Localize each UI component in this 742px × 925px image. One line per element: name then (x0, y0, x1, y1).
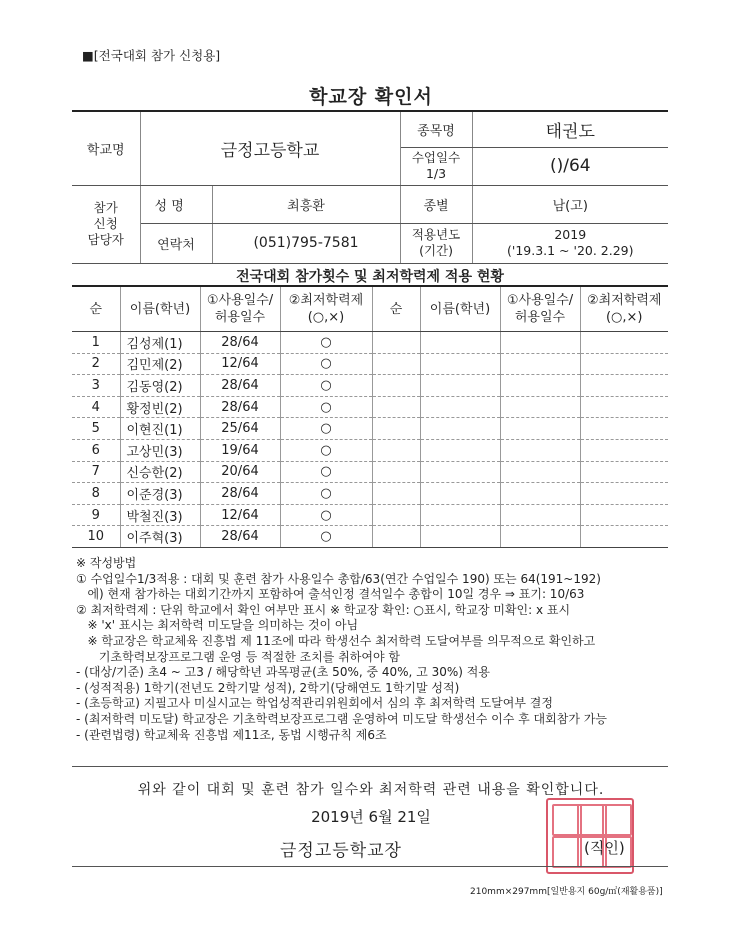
row-name: 신승한(2) (120, 461, 200, 483)
official-seal-stamp (546, 798, 634, 874)
note-line: 기초학력보장프로그램 운영 등 적절한 조치를 취하여야 함 (76, 649, 400, 664)
days-label: 수업일수 1/3 (400, 147, 472, 185)
row-no: 1 (72, 332, 120, 354)
name-label: 성 명 (140, 185, 212, 223)
col-grade: ②최저학력제 (○,×) (280, 286, 372, 332)
writing-instructions (76, 556, 676, 743)
school-info-table (72, 110, 668, 264)
row-mark: ○ (280, 504, 372, 526)
row-no: 3 (72, 375, 120, 397)
event-value: 태권도 (472, 111, 668, 147)
row-mark: ○ (280, 483, 372, 505)
note-line: ① 수업일수1/3적용 : 대회 및 훈련 참가 사용일수 총합/63(연간 수업일수 190) 또는 64(191~192) (76, 571, 601, 586)
row-mark: ○ (280, 439, 372, 461)
paper-spec: 210mm×297mm[일반용지 60g/㎡(재활용품)] (470, 887, 663, 897)
year-label: 적용년도 (기간) (400, 223, 472, 263)
row-days: 25/64 (200, 418, 280, 440)
row-days: 28/64 (200, 526, 280, 548)
row-mark: ○ (280, 461, 372, 483)
note-line: - (대상/기준) 초4 ~ 고3 / 해당학년 과목평균(초 50%, 중 40%, 고 30%) 적용 (76, 665, 490, 680)
name-value: 최흥환 (212, 185, 400, 223)
note-line: ※ 학교장은 학교체육 진흥법 제 11조에 따라 학생선수 최저학력 도달여부를 의무적으로 확인하고 (76, 633, 596, 648)
document-title: 학교장 확인서 (309, 86, 433, 108)
row-name: 이현진(1) (120, 418, 200, 440)
row-days: 12/64 (200, 353, 280, 375)
row-no: 8 (72, 483, 120, 505)
row-mark: ○ (280, 526, 372, 548)
note-line: ② 최저학력제 : 단위 학교에서 확인 여부만 표시 ※ 학교장 확인: ○표시, 학교장 미확인: x 표시 (76, 602, 571, 617)
applicant-label: 참가 신청 담당자 (72, 185, 140, 263)
bottom-divider (72, 866, 668, 867)
col-grade-2: ②최저학력제 (○,×) (580, 286, 668, 332)
note-line: - (관련법령) 학교체육 진흥법 제11조, 동법 시행규칙 제6조 (76, 727, 387, 742)
row-days: 28/64 (200, 375, 280, 397)
row-days: 19/64 (200, 439, 280, 461)
col-name: 이름(학년) (120, 286, 200, 332)
participants-table (72, 285, 668, 548)
seal-label: (직인) (584, 839, 625, 857)
table-row (72, 375, 668, 397)
col-no: 순 (72, 286, 120, 332)
gender-value: 남(고) (472, 185, 668, 223)
note-line: ※ 'x' 표시는 최저학력 미도달을 의미하는 것이 아님 (76, 618, 359, 633)
gender-label: 종별 (400, 185, 472, 223)
table-row (72, 504, 668, 526)
principal-name: 금정고등학교장 (280, 841, 402, 861)
form-category: ■[전국대회 참가 신청용] (82, 48, 221, 63)
col-days: ①사용일수/ 허용일수 (200, 286, 280, 332)
issue-date: 2019년 6월 21일 (311, 808, 431, 826)
col-no-2: 순 (372, 286, 420, 332)
row-mark: ○ (280, 418, 372, 440)
row-name: 박철진(3) (120, 504, 200, 526)
school-value: 금정고등학교 (140, 111, 400, 185)
row-no: 4 (72, 396, 120, 418)
note-line: 에) 현재 참가하는 대회기간까지 포함하여 출석인정 결석일수 총합이 10일 경우 ⇒ 표기: 10/63 (76, 587, 585, 602)
confirmation-text: 위와 같이 대회 및 훈련 참가 일수와 최저학력 관련 내용을 확인합니다. (137, 782, 605, 798)
row-days: 28/64 (200, 483, 280, 505)
row-name: 이주혁(3) (120, 526, 200, 548)
row-no: 2 (72, 353, 120, 375)
row-mark: ○ (280, 353, 372, 375)
row-name: 이준경(3) (120, 483, 200, 505)
row-no: 10 (72, 526, 120, 548)
row-name: 김성제(1) (120, 332, 200, 354)
row-mark: ○ (280, 396, 372, 418)
note-line: - (최저학력 미도달) 학교장은 기초학력보장프로그램 운영하여 미도달 학생선수 이수 후 대회참가 가능 (76, 711, 607, 726)
status-subtitle: 전국대회 참가횟수 및 최저학력제 적용 현황 (236, 269, 504, 285)
row-mark: ○ (280, 332, 372, 354)
table-row (72, 396, 668, 418)
row-name: 김민제(2) (120, 353, 200, 375)
row-name: 고상민(3) (120, 439, 200, 461)
row-days: 28/64 (200, 396, 280, 418)
row-days: 20/64 (200, 461, 280, 483)
note-line: - (초등학교) 지필고사 미실시교는 학업성적관리위원회에서 심의 후 최저학력 도달여부 결정 (76, 696, 553, 711)
row-mark: ○ (280, 375, 372, 397)
days-value: ()/64 (472, 147, 668, 185)
table-row (72, 332, 668, 354)
contact-label: 연락처 (140, 223, 212, 263)
row-days: 12/64 (200, 504, 280, 526)
table-row (72, 483, 668, 505)
row-days: 28/64 (200, 332, 280, 354)
table-row (72, 526, 668, 548)
divider (72, 766, 668, 767)
school-label: 학교명 (72, 111, 140, 185)
event-label: 종목명 (400, 111, 472, 147)
row-name: 황정빈(2) (120, 396, 200, 418)
table-row (72, 418, 668, 440)
row-name: 김동영(2) (120, 375, 200, 397)
row-no: 5 (72, 418, 120, 440)
table-row (72, 353, 668, 375)
year-value: 2019 ('19.3.1 ~ '20. 2.29) (472, 223, 668, 263)
note-line: - (성적적용) 1학기(전년도 2학기말 성적), 2학기(당해연도 1학기말 성적) (76, 680, 460, 695)
col-name-2: 이름(학년) (420, 286, 500, 332)
contact-value: (051)795-7581 (212, 223, 400, 263)
col-days-2: ①사용일수/ 허용일수 (500, 286, 580, 332)
row-no: 9 (72, 504, 120, 526)
table-row (72, 461, 668, 483)
note-line: ※ 작성방법 (76, 556, 137, 570)
row-no: 6 (72, 439, 120, 461)
table-row (72, 439, 668, 461)
row-no: 7 (72, 461, 120, 483)
